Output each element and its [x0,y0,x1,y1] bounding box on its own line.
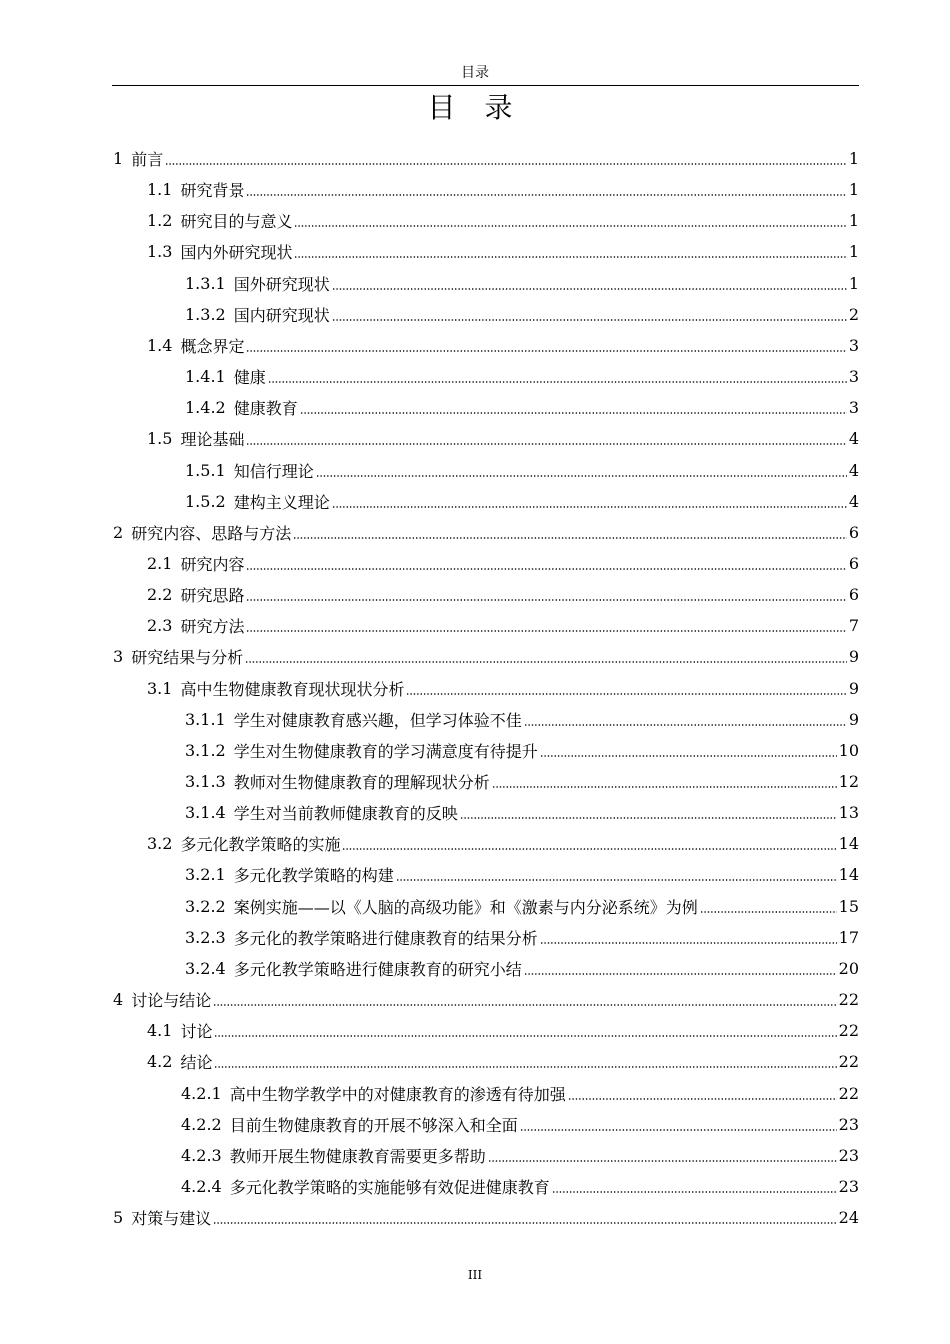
toc-entry[interactable] [181,1140,859,1171]
toc-entry-number: 1.3.1 [185,273,226,293]
toc-entry-page: 3 [848,335,859,355]
toc-entry[interactable] [185,922,859,953]
toc-entry-page: 1 [848,149,859,168]
toc-entry-title: 理论基础 [180,430,245,450]
toc-entry[interactable] [147,610,859,641]
toc-dot-leader [214,1035,836,1037]
toc-entry-number: 4.1 [147,1021,173,1041]
toc-entry[interactable] [113,143,859,174]
toc-entry[interactable] [185,455,859,486]
toc-entry-title: 知信行理论 [233,461,314,481]
toc-entry[interactable] [185,361,859,392]
toc-entry-page: 4 [848,460,859,480]
toc-entry-page: 17 [838,927,859,947]
toc-entry-page: 23 [838,1176,859,1196]
toc-dot-leader [246,568,846,570]
toc-dot-leader [246,443,846,445]
toc-entry-title: 研究方法 [180,617,245,637]
toc-entry-number: 4.2.3 [181,1145,222,1165]
toc-entry-page: 1 [848,180,859,200]
toc-entry-number: 4.2.1 [181,1083,222,1103]
running-header: 目录 [461,65,489,81]
toc-entry-title: 研究背景 [180,181,245,201]
toc-entry-number: 1.4.1 [185,367,226,387]
toc-entry[interactable] [147,1015,859,1046]
toc-entry-page: 9 [848,647,859,667]
toc-entry-number: 3.1 [147,678,173,698]
toc-dot-leader [492,786,837,788]
toc-dot-leader [552,1191,837,1193]
toc-entry-page: 3 [848,367,859,387]
toc-entry[interactable] [185,953,859,984]
toc-entry-number: 2.1 [147,553,173,573]
toc-dot-leader [520,1129,837,1131]
toc-entry-title: 国内研究现状 [233,305,330,325]
toc-entry-number: 1.3.2 [185,304,226,324]
toc-entry-number: 4.2.4 [181,1176,222,1196]
toc-entry[interactable] [185,766,859,797]
toc-entry-page: 4 [848,491,859,511]
toc-entry[interactable] [185,268,859,299]
toc-dot-leader [540,942,837,944]
toc-entry-title: 研究思路 [180,586,245,606]
toc-dot-leader [396,879,837,881]
toc-dot-leader [294,225,846,227]
toc-entry-number: 3.2.1 [185,865,226,885]
toc-entry[interactable] [185,299,859,330]
toc-entry-page: 6 [848,585,859,605]
toc-entry-page: 10 [838,740,859,760]
toc-entry-page: 22 [838,1052,859,1072]
toc-entry-number: 3.1.2 [185,740,226,760]
toc-entry[interactable] [113,984,859,1015]
toc-entry-page: 22 [838,990,859,1010]
toc-dot-leader [246,630,846,632]
toc-entry-title: 案例实施——以《人脑的高级功能》和《激素与内分泌系统》为例 [233,897,698,917]
toc-entry-number: 3.1.3 [185,772,226,791]
toc-entry-title: 讨论与结论 [131,991,212,1011]
toc-entry-title: 目前生物健康教育的开展不够深入和全面 [229,1115,518,1135]
toc-entry-title: 多元化教学策略的构建 [233,866,394,886]
toc-entry-page: 4 [848,429,859,449]
toc-entry[interactable] [113,1202,859,1233]
toc-entry-number: 1.5.1 [185,460,226,480]
toc-entry-title: 多元化的教学策略进行健康教育的结果分析 [233,928,538,948]
toc-dot-leader [245,661,847,663]
toc-dot-leader [246,350,846,352]
toc-entry-page: 1 [848,242,859,262]
toc-entry-number: 4 [113,990,124,1010]
page-title: 目 录 [427,91,523,124]
toc-entry[interactable] [185,797,859,828]
toc-entry-page: 9 [848,678,859,698]
toc-dot-leader [293,537,847,539]
toc-entry-number: 1.1 [147,180,173,200]
toc-entry-page: 14 [838,865,859,885]
toc-entry[interactable] [147,423,859,454]
toc-entry-number: 4.2 [147,1052,173,1072]
toc-entry-title: 讨论 [180,1022,213,1042]
toc-entry-page: 1 [848,211,859,231]
toc-dot-leader [214,1066,836,1068]
toc-entry-title: 学生对当前教师健康教育的反映 [233,804,458,824]
toc-entry-title: 概念界定 [180,336,245,356]
toc-entry[interactable] [185,735,859,766]
toc-entry-number: 3.1.4 [185,803,226,823]
toc-entry[interactable] [147,828,859,859]
toc-entry-number: 3.2.4 [185,958,226,978]
toc-entry[interactable] [147,236,859,267]
toc-entry[interactable] [147,673,859,704]
toc-entry-page: 22 [838,1021,859,1041]
toc-entry[interactable] [181,1078,859,1109]
toc-entry-number: 1.5.2 [185,491,226,511]
toc-dot-leader [165,163,847,165]
toc-dot-leader [332,506,847,508]
toc-entry[interactable] [147,330,859,361]
toc-entry-page: 24 [838,1208,859,1228]
toc-entry-page: 15 [838,896,859,916]
toc-dot-leader [213,1222,836,1224]
toc-entry[interactable] [113,517,859,548]
toc-entry[interactable] [147,579,859,610]
toc-dot-leader [568,1098,837,1100]
toc-entry-title: 前言 [131,150,164,169]
toc-entry-page: 2 [848,304,859,324]
toc-entry-title: 国内外研究现状 [180,243,293,263]
toc-entry-title: 教师开展生物健康教育需要更多帮助 [229,1146,486,1166]
toc-dot-leader [213,1004,836,1006]
toc-entry-title: 高中生物学教学中的对健康教育的渗透有待加强 [229,1084,566,1104]
toc-entry[interactable] [181,1171,859,1202]
toc-dot-leader [524,724,847,726]
toc-dot-leader [524,973,837,975]
toc-dot-leader [406,693,846,695]
toc-entry-page: 1 [848,273,859,293]
toc-entry[interactable] [113,641,859,672]
toc-entry[interactable] [185,859,859,890]
toc-dot-leader [246,599,846,601]
toc-entry-number: 2.2 [147,585,173,605]
toc-entry-title: 研究内容、思路与方法 [131,523,292,543]
toc-entry-number: 2.3 [147,616,173,636]
toc-entry-number: 3 [113,647,124,667]
toc-dot-leader [342,848,836,850]
toc-dot-leader [540,755,837,757]
toc-dot-leader [246,194,846,196]
header-divider [112,85,859,86]
toc-entry-page: 22 [838,1083,859,1103]
toc-dot-leader [488,1160,837,1162]
toc-dot-leader [294,256,846,258]
toc-entry[interactable] [185,704,859,735]
toc-entry-title: 建构主义理论 [233,492,330,512]
toc-entry[interactable] [185,486,859,517]
toc-entry[interactable] [147,548,859,579]
toc-dot-leader [460,817,837,819]
toc-entry-number: 1.4.2 [185,398,226,418]
toc-entry-page: 3 [848,398,859,418]
toc-entry-page: 23 [838,1114,859,1134]
toc-entry-title: 学生对生物健康教育的学习满意度有待提升 [233,741,538,761]
toc-entry-title: 研究内容 [180,554,245,574]
toc-entry-number: 1.5 [147,429,173,449]
toc-entry-title: 多元化教学策略进行健康教育的研究小结 [233,959,522,979]
toc-dot-leader [300,412,847,414]
toc-entry-number: 1 [113,149,124,168]
toc-entry-page: 13 [838,803,859,823]
toc-entry-page: 9 [848,709,859,729]
toc-entry-title: 健康教育 [233,399,298,419]
toc-entry-number: 1.2 [147,211,173,231]
toc-dot-leader [316,475,847,477]
toc-entry[interactable] [147,205,859,236]
toc-entry[interactable] [147,1046,859,1077]
toc-entry-title: 高中生物健康教育现状现状分析 [180,679,405,699]
toc-entry-number: 2 [113,522,124,542]
toc-entry-number: 1.3 [147,242,173,262]
toc-entry-title: 国外研究现状 [233,274,330,294]
toc-entry-page: 6 [848,553,859,573]
toc-entry-title: 健康 [233,368,266,388]
toc-entry-page: 12 [838,772,859,791]
toc-dot-leader [332,288,847,290]
toc-entry-title: 多元化教学策略的实施 [180,835,341,855]
toc-entry-number: 3.2 [147,834,173,854]
toc-entry-page: 7 [848,616,859,636]
toc-entry-number: 3.2.3 [185,927,226,947]
page-number: III [467,1268,483,1282]
toc-entry-title: 对策与建议 [131,1209,212,1229]
toc-entry-number: 5 [113,1208,124,1228]
toc-entry-title: 结论 [180,1053,213,1073]
toc-entry-title: 研究目的与意义 [180,212,293,232]
toc-entry-title: 教师对生物健康教育的理解现状分析 [233,773,490,792]
toc-entry[interactable] [181,1109,859,1140]
toc-entry-number: 1.4 [147,335,173,355]
toc-entry-page: 23 [838,1145,859,1165]
toc-entry-page: 20 [838,958,859,978]
toc-entry-number: 3.2.2 [185,896,226,916]
toc-dot-leader [268,381,847,383]
toc-entry-page: 6 [848,522,859,542]
toc-entry[interactable] [185,392,859,423]
toc-entry-title: 研究结果与分析 [131,648,244,668]
toc-entry-title: 学生对健康教育感兴趣，但学习体验不佳 [233,710,522,730]
toc-dot-leader [332,319,847,321]
toc-entry-number: 4.2.2 [181,1114,222,1134]
toc-entry[interactable] [147,174,859,205]
toc-entry-title: 多元化教学策略的实施能够有效促进健康教育 [229,1177,550,1197]
toc-entry-number: 3.1.1 [185,709,226,729]
toc-entry-page: 14 [838,834,859,854]
toc-dot-leader [700,911,837,913]
toc-entry[interactable] [185,891,859,922]
